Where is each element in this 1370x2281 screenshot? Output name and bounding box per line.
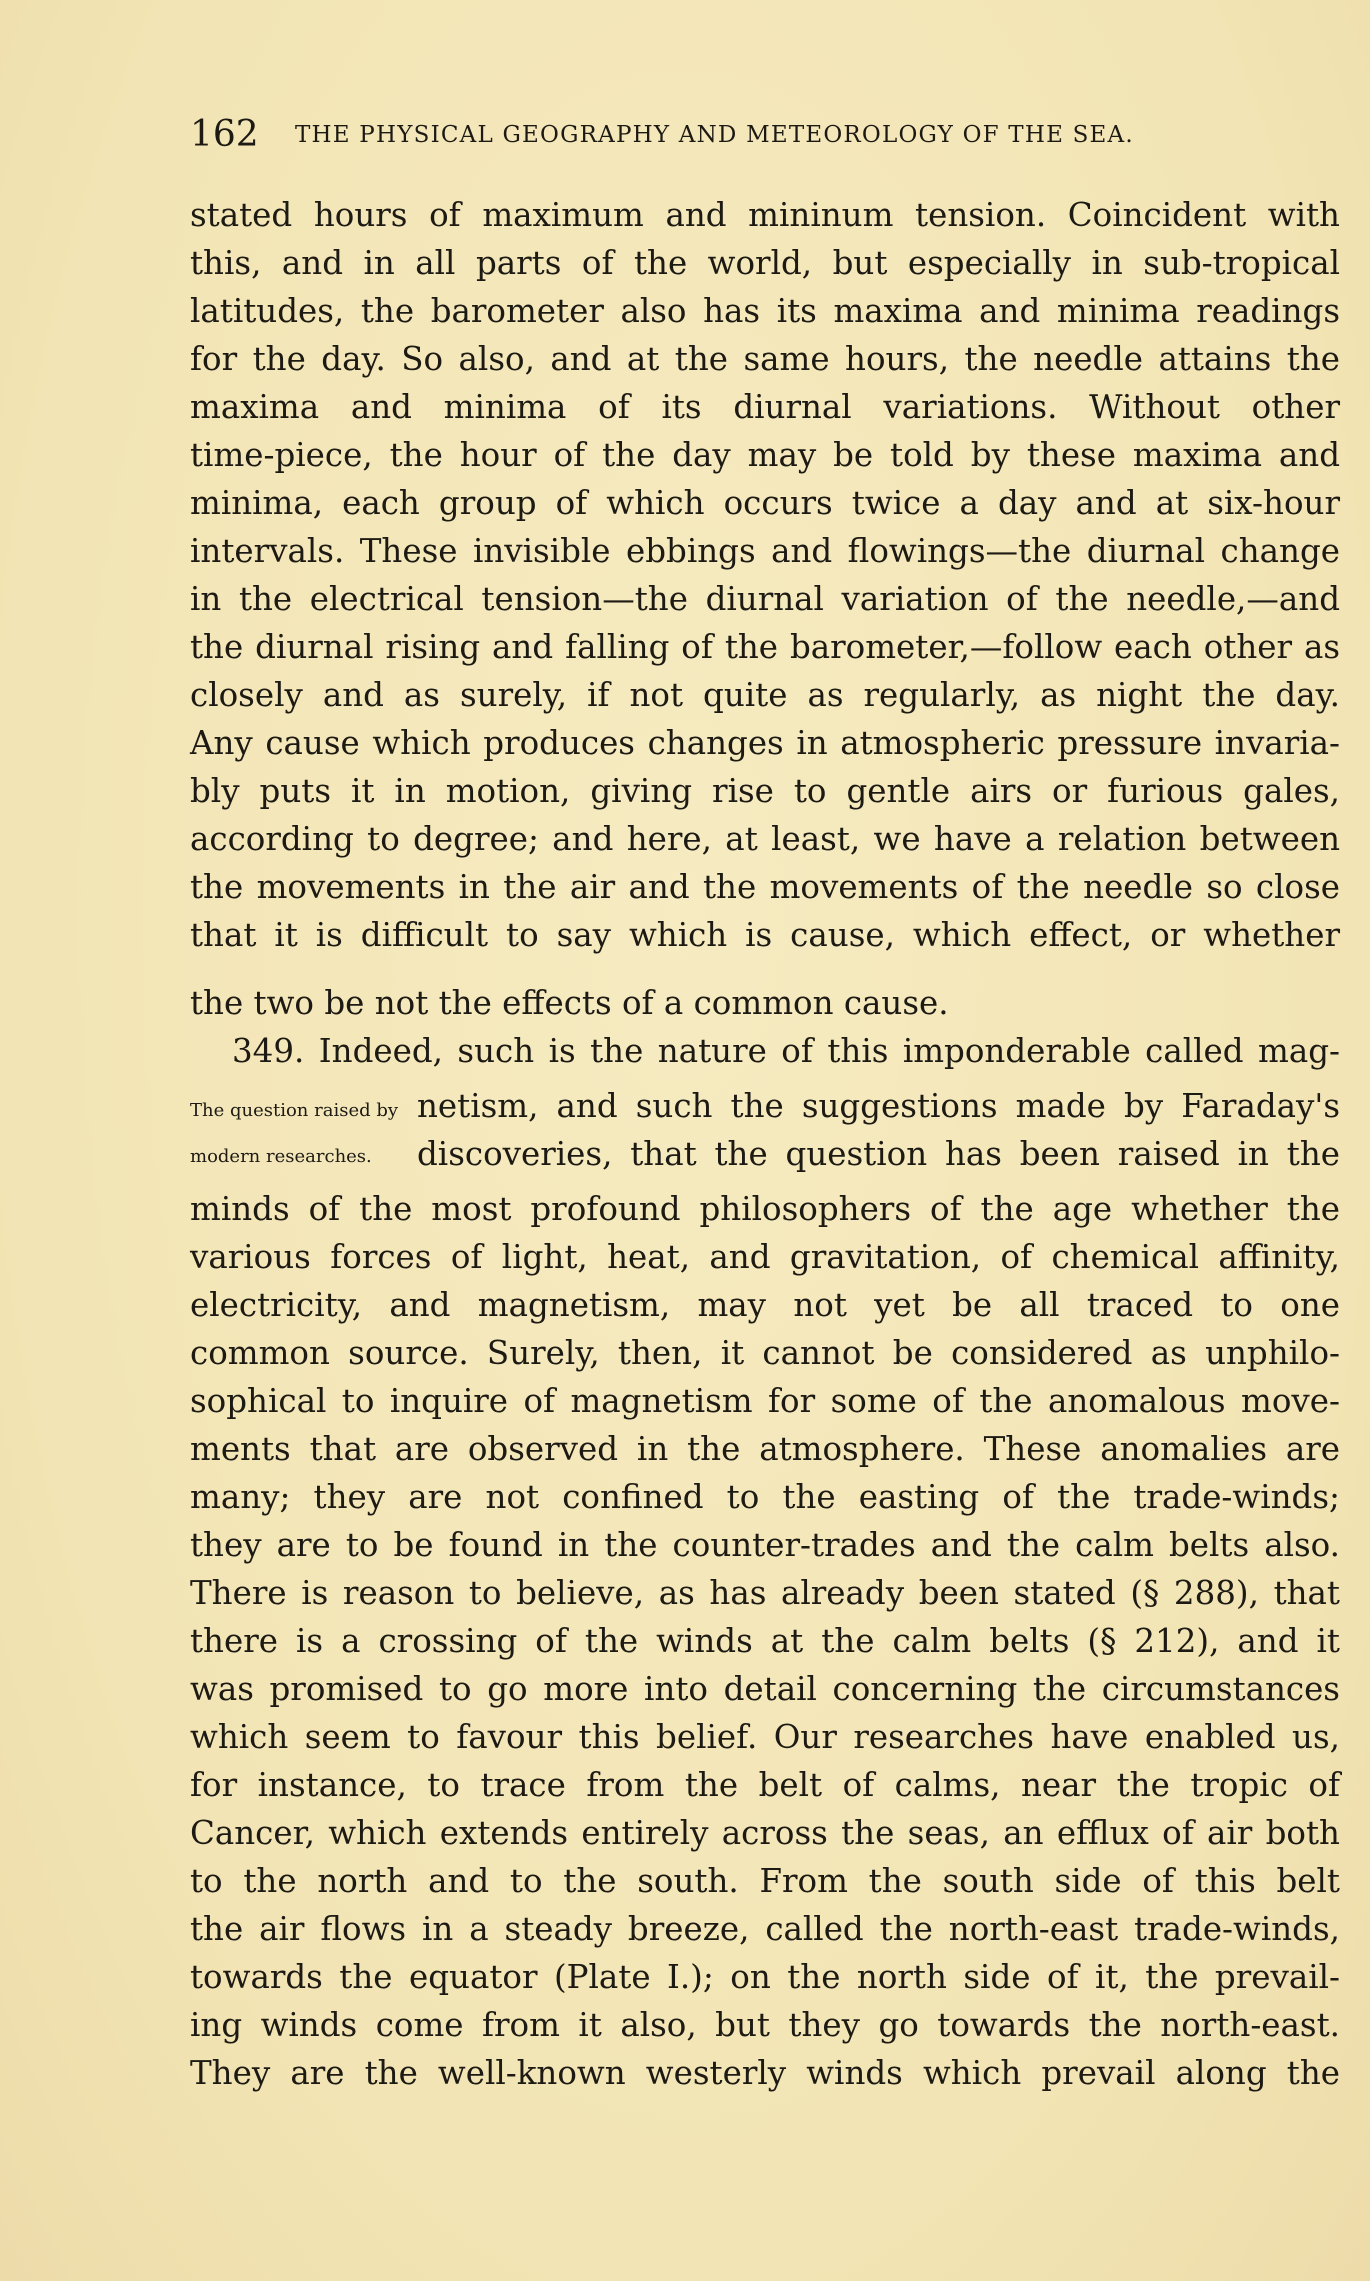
text-line: netism, and such the suggestions made by Faraday's: [417, 1087, 1340, 1125]
text-line: the movements in the air and the movements of the needle so close: [190, 868, 1340, 906]
paragraph-last-line: the two be not the effects of a common cause.: [190, 984, 949, 1022]
text-line: which seem to favour this belief. Our researches have enabled us,: [190, 1718, 1340, 1756]
text-line: to the north and to the south. From the south side of this belt: [190, 1862, 1340, 1900]
text-line: They are the well-known westerly winds which prevail along the: [190, 2054, 1340, 2092]
text-line: the air flows in a steady breeze, called the north-east trade-winds,: [190, 1910, 1340, 1948]
text-line: latitudes, the barometer also has its maxima and minima readings: [190, 292, 1340, 330]
text-line: bly puts it in motion, giving rise to gentle airs or furious gales,: [190, 772, 1340, 810]
page-header: [190, 110, 1290, 160]
margin-note-line: The question raised by: [190, 1100, 399, 1121]
running-title: THE PHYSICAL GEOGRAPHY AND METEOROLOGY OF THE SEA.: [295, 122, 1134, 148]
text-line: ments that are observed in the atmosphere. These anomalies are: [190, 1430, 1340, 1468]
text-line: many; they are not confined to the easting of the trade-winds;: [190, 1478, 1340, 1516]
text-line: minds of the most profound philosophers of the age whether the: [190, 1190, 1340, 1228]
text-line: according to degree; and here, at least, we have a relation between: [190, 820, 1340, 858]
text-line: minima, each group of which occurs twice a day and at six-hour: [190, 484, 1340, 522]
margin-note-line: modern researches.: [190, 1146, 372, 1167]
text-line: towards the equator (Plate I.); on the north side of it, the prevail-: [190, 1958, 1340, 1996]
text-line: was promised to go more into detail concerning the circumstances: [190, 1670, 1340, 1708]
text-line: Any cause which produces changes in atmospheric pressure invaria-: [190, 724, 1340, 762]
text-line: common source. Surely, then, it cannot be considered as unphilo-: [190, 1334, 1340, 1372]
text-line: in the electrical tension—the diurnal variation of the needle,—and: [190, 580, 1340, 618]
text-line: this, and in all parts of the world, but especially in sub-tropical: [190, 244, 1340, 282]
text-line: discoveries, that the question has been raised in the: [417, 1135, 1340, 1173]
text-line: closely and as surely, if not quite as regularly, as night the day.: [190, 676, 1340, 714]
text-line: they are to be found in the counter-trades and the calm belts also.: [190, 1526, 1340, 1564]
text-line: the diurnal rising and falling of the barometer,—follow each other as: [190, 628, 1340, 666]
text-line: ing winds come from it also, but they go towards the north-east.: [190, 2006, 1340, 2044]
text-line: There is reason to believe, as has already been stated (§ 288), that: [190, 1574, 1340, 1612]
text-line: time-piece, the hour of the day may be told by these maxima and: [190, 436, 1340, 474]
text-line: that it is difficult to say which is cause, which effect, or whether: [190, 916, 1340, 954]
page-number: 162: [190, 114, 259, 155]
text-line: there is a crossing of the winds at the calm belts (§ 212), and it: [190, 1622, 1340, 1660]
text-line: maxima and minima of its diurnal variations. Without other: [190, 388, 1340, 426]
text-line: sophical to inquire of magnetism for some of the anomalous move-: [190, 1382, 1340, 1420]
text-line: Cancer, which extends entirely across the seas, an efflux of air both: [190, 1814, 1340, 1852]
text-line: intervals. These invisible ebbings and flowings—the diurnal change: [190, 532, 1340, 570]
text-line: stated hours of maximum and mininum tension. Coincident with: [190, 196, 1340, 234]
text-line: various forces of light, heat, and gravitation, of chemical affinity,: [190, 1238, 1340, 1276]
text-line: for the day. So also, and at the same hours, the needle attains the: [190, 340, 1340, 378]
text-line: electricity, and magnetism, may not yet be all traced to one: [190, 1286, 1340, 1324]
paragraph-349-first-line: 349. Indeed, such is the nature of this imponderable called mag-: [232, 1032, 1340, 1070]
text-line: for instance, to trace from the belt of calms, near the tropic of: [190, 1766, 1340, 1804]
